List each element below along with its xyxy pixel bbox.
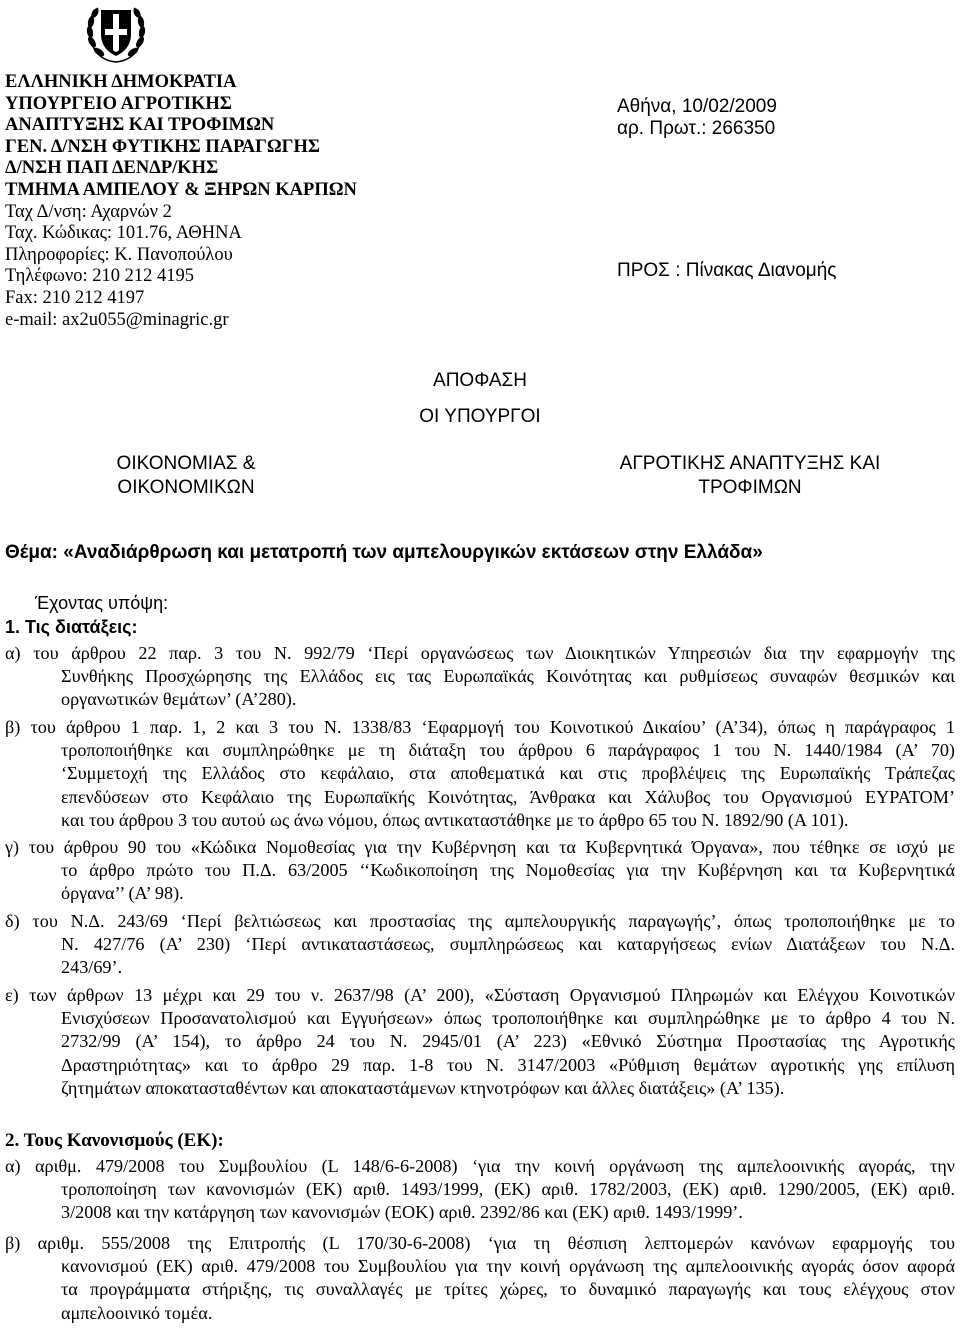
contact-line: Ταχ. Κώδικας: 101.76, ΑΘΗΝΑ	[5, 223, 242, 244]
having-regard: Έχοντας υπόψη:	[35, 593, 169, 613]
provision-line: το άρθρο πρώτο του Π.Δ. 63/2005 ‘‘Κωδικοποίηση της Νομοθεσίας για την Κυβέρνηση και τα Κυβερνητικά	[61, 860, 955, 881]
subject-line: Θέμα: «Αναδιάρθρωση και μετατροπή των αμπελουργικών εκτάσεων στην Ελλάδα»	[5, 542, 763, 563]
protocol-number: αρ. Πρωτ.: 266350	[617, 118, 776, 139]
minister-right	[600, 452, 900, 500]
provision-line: όργανα’’ (Α’ 98).	[61, 883, 184, 904]
sender-line: ΑΝΑΠΤΥΞΗΣ ΚΑΙ ΤΡΟΦΙΜΩΝ	[5, 115, 275, 136]
provision-line: Συνθήκης Προσχώρησης της Ελλάδος εις τας Ευρωπαϊκάς Κοινότητας και ρυθμίσεως συναφών θεσμικών και	[61, 666, 955, 687]
provision-line: Ενισχύσεων Προσανατολισμού και Εγγυήσεων» όπως τροποποιήθηκε και συμπληρώθηκε με το άρθρο 4 του Ν.	[61, 1008, 955, 1029]
provision-line: 2732/99 (Α’ 154), το άρθρο 24 του Ν. 2945/01 (Α’ 223) «Εθνικό Σύστημα Προστασίας της Αγροτικής	[61, 1031, 955, 1052]
provision-item-c	[5, 836, 955, 906]
minister-right-line: ΤΡΟΦΙΜΩΝ	[698, 477, 802, 498]
minister-left-line: ΟΙΚΟΝΟΜΙΑΣ &	[116, 453, 256, 474]
document-date: Αθήνα, 10/02/2009	[617, 96, 777, 117]
recipient: ΠΡΟΣ : Πίνακας Διανομής	[617, 260, 837, 281]
provision-item-d	[5, 910, 955, 980]
provision-line: τροποποιήθηκε και συμπληρώθηκε με τη διάταξη του άρθρου 6 παράγραφος 1 του Ν. 1440/1984 (Α’ 70)	[61, 740, 955, 761]
section2-title: 2. Τους Κανονισμούς (ΕΚ):	[5, 1130, 224, 1151]
sender-line: ΓΕΝ. Δ/ΝΣΗ ΦΥΤΙΚΗΣ ΠΑΡΑΓΩΓΗΣ	[5, 136, 320, 157]
decision-title: ΑΠΟΦΑΣΗ	[433, 370, 527, 391]
minister-left-line: ΟΙΚΟΝΟΜΙΚΩΝ	[117, 477, 255, 498]
greek-state-emblem-icon	[84, 2, 148, 66]
provision-line: και του άρθρου 3 του αυτού ως άνω νόμου, όπως αντικαταστάθηκε με το άρθρο 65 του Ν. 1892/90 (Α 101).	[61, 809, 849, 830]
ministers-title: ΟΙ ΥΠΟΥΡΓΟΙ	[419, 406, 541, 427]
provision-line: 243/69’.	[61, 957, 123, 978]
sender-line: ΕΛΛΗΝΙΚΗ ΔΗΜΟΚΡΑΤΙΑ	[5, 72, 237, 92]
contact-line: e-mail: ax2u055@minagric.gr	[5, 309, 229, 330]
minister-right-line: ΑΓΡΟΤΙΚΗΣ ΑΝΑΠΤΥΞΗΣ ΚΑΙ	[619, 453, 881, 474]
sender-line: ΤΜΗΜΑ ΑΜΠΕΛΟΥ & ΞΗΡΩΝ ΚΑΡΠΩΝ	[5, 179, 357, 200]
regulation-line: κανονισμού (ΕΚ) αριθ. 479/2008 του Συμβουλίου για την κοινή οργάνωση της αμπελοοινικής αγοράς όσον αφορά	[61, 1256, 955, 1277]
sender-block	[5, 72, 425, 331]
contact-line: Fax: 210 212 4197	[5, 287, 145, 308]
provision-item-e	[5, 984, 955, 1100]
contact-line: Τηλέφωνο: 210 212 4195	[5, 266, 195, 287]
regulation-line: β) αριθμ. 555/2008 της Επιτροπής (L 170/30-6-2008) ‘για τη θέσπιση λεπτομερών κανόνων εφαρμογής του	[5, 1233, 955, 1253]
regulation-line: τα προγράμματα στήριξης, τις συναλλαγές με τρίτες χώρες, το δυναμικό παραγωγής και τους ελέγχους στον	[61, 1279, 955, 1300]
provision-item-a	[5, 642, 955, 712]
provision-line: β) του άρθρου 1 παρ. 1, 2 και 3 του Ν. 1338/83 ‘Εφαρμογή του Κοινοτικού Δικαίου’ (Α’34), όπως η παράγραφος 1	[5, 717, 955, 737]
provision-item-b	[5, 716, 955, 832]
minister-left	[86, 452, 286, 500]
regulation-line: τροποποίηση των κανονισμών (ΕΚ) αριθ. 1493/1999, (ΕΚ) αριθ. 1782/2003, (ΕΚ) αριθ. 1290/2005, (ΕΚ) αριθ.	[61, 1179, 955, 1200]
provision-line: α) του άρθρου 22 παρ. 3 του Ν. 992/79 ‘Περί οργανώσεως των Διοικητικών Υπηρεσιών δια την εφαρμογήν της	[5, 643, 955, 663]
regulation-line: αμπελοοινικό τομέα.	[61, 1302, 213, 1323]
date-protocol-block	[617, 96, 777, 140]
provision-line: ζητημάτων αποκατασταθέντων και αποκαταστάμενων κτηνοτρόφων και άλλες διατάξεις» (Α’ 135).	[61, 1077, 785, 1098]
provision-line: Ν. 427/76 (Α’ 230) ‘Περί αντικαταστάσεως, συμπληρώσεως και καταργήσεως ενίων Διατάξεων του Ν.Δ.	[61, 934, 955, 955]
regulation-item-b	[5, 1232, 955, 1325]
section1-title: 1. Τις διατάξεις:	[5, 617, 138, 637]
provision-line: ε) των άρθρων 13 μέχρι και 29 του ν. 2637/98 (Α’ 200), «Σύσταση Οργανισμού Πληρωμών και Ελέγχου Κοινοτικών	[5, 985, 955, 1005]
regulation-line: 3/2008 και την κατάργηση των κανονισμών (ΕΟΚ) αριθ. 2392/86 και (ΕΚ) αριθ. 1493/1999’.	[61, 1202, 743, 1223]
provision-line: δ) του Ν.Δ. 243/69 ‘Περί βελτιώσεως και προστασίας της αμπελουργικής παραγωγής’, όπως τροποποιήθηκε με το	[5, 911, 955, 931]
provision-line: ‘Συμμετοχή της Ελλάδος στο κεφάλαιο, στα αποθεματικά και στις προβλέψεις της Ευρωπαϊκής Τράπεζας	[61, 763, 955, 784]
contact-line: Ταχ Δ/νση: Αχαρνών 2	[5, 201, 172, 222]
sender-line: Δ/ΝΣΗ ΠΑΠ ΔΕΝΔΡ/ΚΗΣ	[5, 158, 219, 179]
provision-line: γ) του άρθρου 90 του «Κώδικα Νομοθεσίας για την Κυβέρνηση και τα Κυβερνητικά Όργανα», που τέθηκε σε ισχύ με	[5, 837, 955, 857]
regulation-item-a	[5, 1155, 955, 1225]
provision-line: οργανωτικών θεμάτων’ (Α’280).	[61, 689, 297, 710]
provision-line: Δραστηριότητας» και το άρθρο 29 παρ. 1-8 του Ν. 3147/2003 «Ρύθμιση θεμάτων αγροτικής γης επίλυση	[61, 1054, 955, 1075]
contact-line: Πληροφορίες: Κ. Πανοπούλου	[5, 244, 233, 265]
regulation-line: α) αριθμ. 479/2008 του Συμβουλίου (L 148/6-6-2008) ‘για την κοινή οργάνωση της αμπελοοινικής αγοράς, την	[5, 1156, 955, 1176]
sender-line: ΥΠΟΥΡΓΕΙΟ ΑΓΡΟΤΙΚΗΣ	[5, 93, 232, 114]
provision-line: επενδύσεων στο Κεφάλαιο της Ευρωπαϊκής Κοινότητας, Άνθρακα και Χάλυβος του Οργανισμού ΕΥΡΑΤΟΜ’	[61, 786, 955, 807]
